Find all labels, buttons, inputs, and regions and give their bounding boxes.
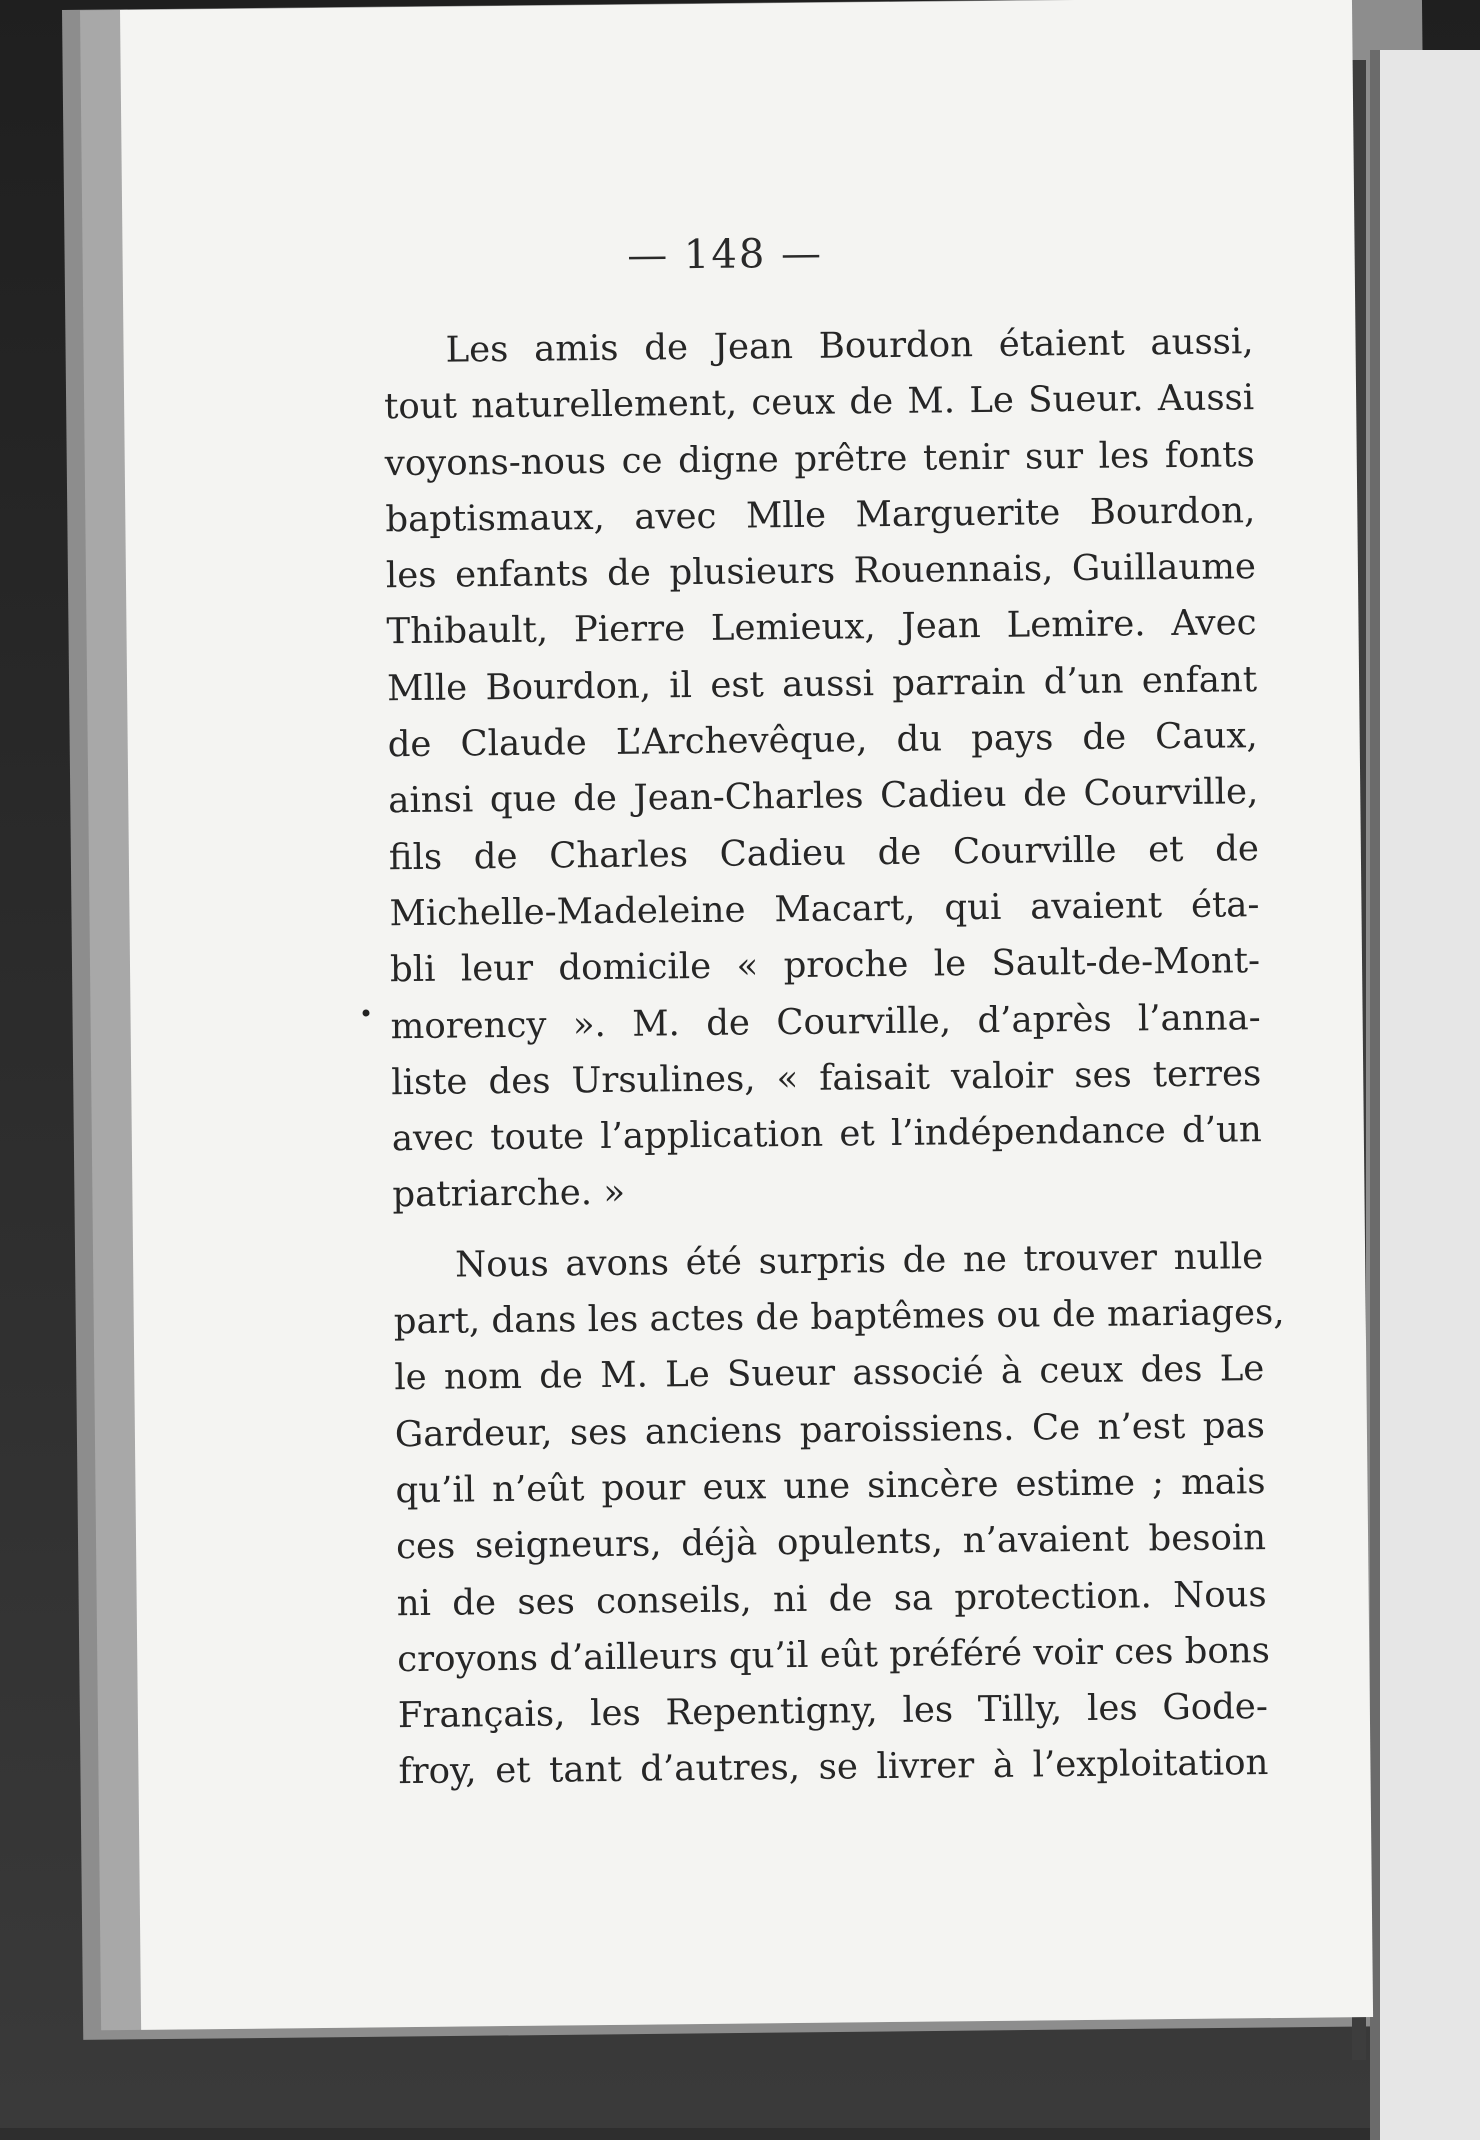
book-page	[120, 0, 1373, 2030]
text-line: Français, les Repentigny, les Tilly, les Gode-	[397, 1686, 1269, 1737]
page-number: — 148 —	[626, 230, 824, 279]
text-line: le nom de M. Le Sueur associé à ceux des Le	[394, 1348, 1265, 1399]
text-line: Les amis de Jean Bourdon étaient aussi,	[445, 321, 1254, 371]
text-line: ainsi que de Jean-Charles Cadieu de Courville,	[388, 771, 1259, 822]
text-line: bli leur domicile « proche le Sault-de-Mont-	[389, 940, 1261, 991]
text-line: voyons-nous ce digne prêtre tenir sur les fonts	[384, 433, 1255, 484]
text-line: froy, et tant d’autres, se livrer à l’exploitation	[398, 1742, 1269, 1793]
text-line: morency ». M. de Courville, d’après l’anna-	[390, 996, 1261, 1047]
ink-speck	[362, 1009, 369, 1016]
text-line: part, dans les actes de baptêmes ou de mariages,	[393, 1291, 1285, 1343]
text-line: tout naturellement, ceux de M. Le Sueur. Aussi	[383, 377, 1255, 428]
text-line: qu’il n’eût pour eux une sincère estime ; mais	[395, 1461, 1266, 1512]
text-line: Nous avons été surpris de ne trouver nulle	[454, 1235, 1264, 1286]
text-line: les enfants de plusieurs Rouennais, Guillaume	[385, 546, 1257, 597]
text-line: ces seigneurs, déjà opulents, n’avaient besoin	[395, 1517, 1267, 1568]
body-text	[383, 314, 1285, 1801]
text-line: Gardeur, ses anciens paroissiens. Ce n’est pas	[394, 1404, 1266, 1455]
text-line: Mlle Bourdon, il est aussi parrain d’un enfant	[386, 658, 1258, 710]
text-line: avec toute l’application et l’indépendance d’un	[391, 1109, 1263, 1160]
text-line: baptismaux, avec Mlle Marguerite Bourdon,	[385, 490, 1256, 541]
text-line: fils de Charles Cadieu de Courville et de	[388, 827, 1260, 878]
text-line: liste des Ursulines, « faisait valoir ses terres	[391, 1052, 1262, 1104]
text-line: Thibault, Pierre Lemieux, Jean Lemire. Avec	[386, 602, 1257, 653]
text-line: patriarche. »	[392, 1172, 626, 1216]
text-line: de Claude L’Archevêque, du pays de Caux,	[387, 715, 1258, 766]
text-line: ni de ses conseils, ni de sa protection. Nous	[396, 1573, 1267, 1624]
text-line: croyons d’ailleurs qu’il eût préféré voir ces bons	[397, 1629, 1271, 1681]
facing-page-edge	[1370, 50, 1480, 2140]
text-line: Michelle-Madeleine Macart, qui avaient éta-	[389, 884, 1260, 935]
